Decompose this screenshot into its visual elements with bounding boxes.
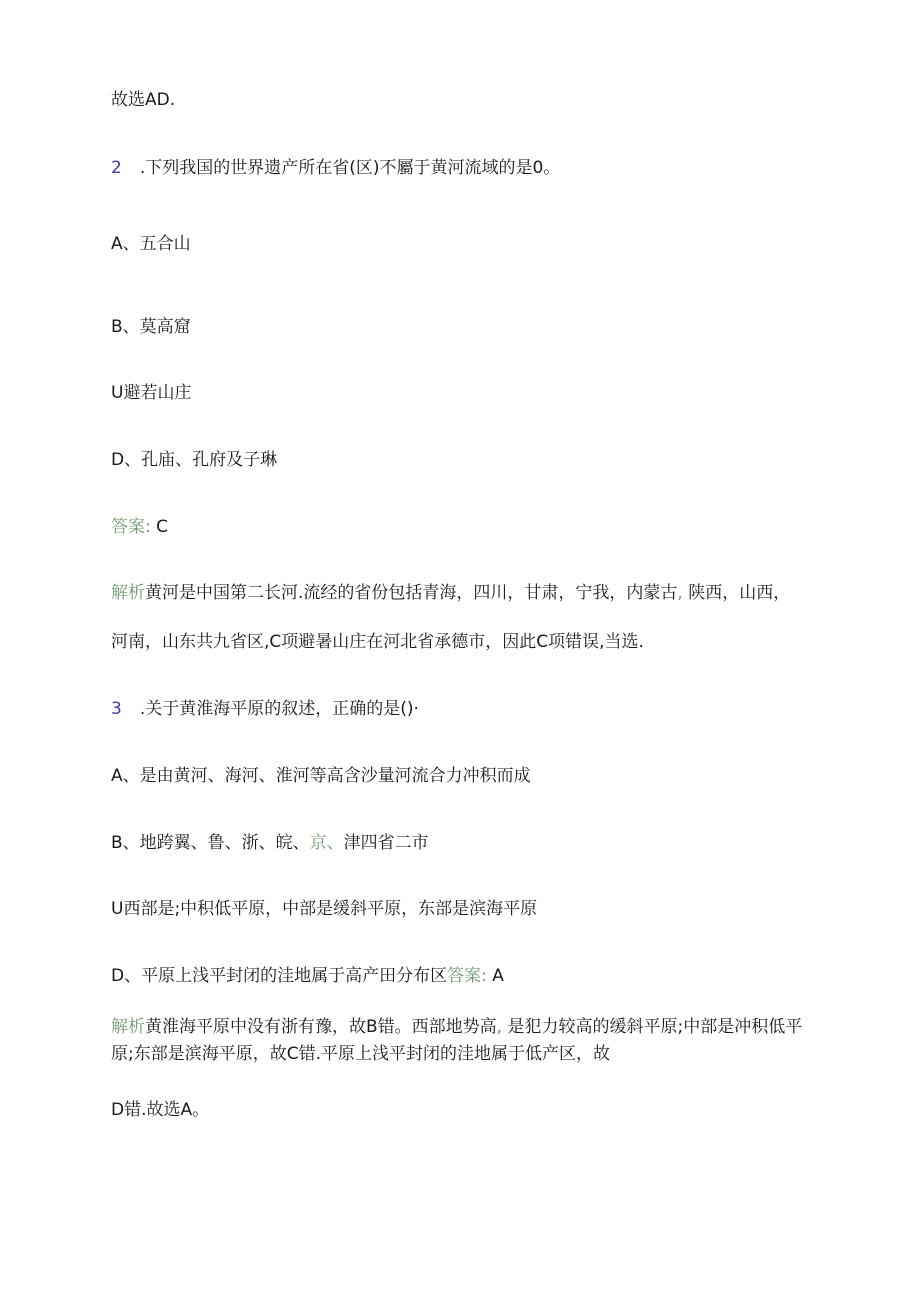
question-3-answer-value: A [492,966,504,986]
question-3-option-b [111,832,429,854]
question-2-answer [111,516,168,538]
question-3-conclusion [111,1099,209,1121]
question-3-analysis-text-1b: 是犯力较高的缓斜平原;中部是冲积低平 [502,1017,803,1037]
question-3-option-c-text: U西部是;中积低平原，中部是缓斜平原，东部是滨海平原 [111,899,538,919]
question-2-option-b [111,316,191,338]
question-2-answer-value: C [156,517,169,537]
question-3-option-a-text: A、是由黄河、海河、淮河等高含沙量河流合力冲积而成 [111,766,531,786]
question-2-analysis-label: 解析 [111,583,145,603]
question-3-option-b-text-post: 津四省二市 [343,833,429,853]
question-3-text: .关于黄淮海平原的叙述，正确的是()· [139,699,419,719]
question-2-stem [111,157,560,179]
question-3-stem [111,698,419,720]
question-3-number: 3 [111,699,122,719]
question-2-option-b-text: B、莫高窟 [111,317,191,337]
question-3-option-b-text-pre: B、地跨翼、鲁、浙、皖、 [111,833,310,853]
question-2-option-a-text: A、五合山 [111,234,191,254]
question-2-analysis-line-1 [111,582,790,604]
question-3-analysis-comma: , [496,1017,503,1037]
question-3-analysis-label: 解析 [111,1017,145,1037]
question-2-number: 2 [111,158,122,178]
question-3-option-c [111,898,537,920]
question-2-text: .下列我国的世界遗产所在省(区)不屬于黄河流域的是0。 [139,158,561,178]
question-2-option-d-text: D、孔庙、孔府及子琳 [111,450,278,470]
question-3-answer-label: 答案: [447,966,487,986]
question-2-analysis-comma: , [677,583,683,603]
question-3-analysis-text-2: 原;东部是滨海平原，故C错.平原上浅平封闭的洼地属于低产区，故 [111,1044,611,1064]
question-3-option-d-text: D、平原上浅平封闭的洼地属于高产田分布区 [111,966,448,986]
question-3-conclusion-text: D错.故选A。 [111,1100,210,1120]
question-3-analysis-line-2 [111,1043,610,1065]
question-3-option-b-text-green: 京、 [309,833,344,853]
question-3-analysis-line-1 [111,1016,802,1038]
question-3-analysis-text-1a: 黄淮海平原中没有浙有豫，故B错。西部地势高 [145,1017,497,1037]
question-3-option-a [111,765,531,787]
question-2-option-c-text: U避若山庄 [111,383,192,403]
question-2-option-d [111,449,277,471]
question-2-analysis-line-2 [111,631,644,653]
question-2-analysis-text-2: 河南，山东共九省区,C项避暑山庄在河北省承德市，因此C项错误,当选. [111,632,644,652]
prev-conclusion [111,89,175,111]
question-2-option-c [111,382,191,404]
question-2-answer-label: 答案: [111,517,151,537]
prev-conclusion-text: 故选AD. [111,90,176,110]
question-2-option-a [111,233,191,255]
question-2-analysis-text-1a: 黄河是中国第二长河.流经的省份包括青海，四川，甘肃，宁我，内蒙古 [145,583,678,603]
question-2-analysis-text-1b: 陕西，山西， [682,583,791,603]
question-3-option-d-and-answer [111,965,504,987]
